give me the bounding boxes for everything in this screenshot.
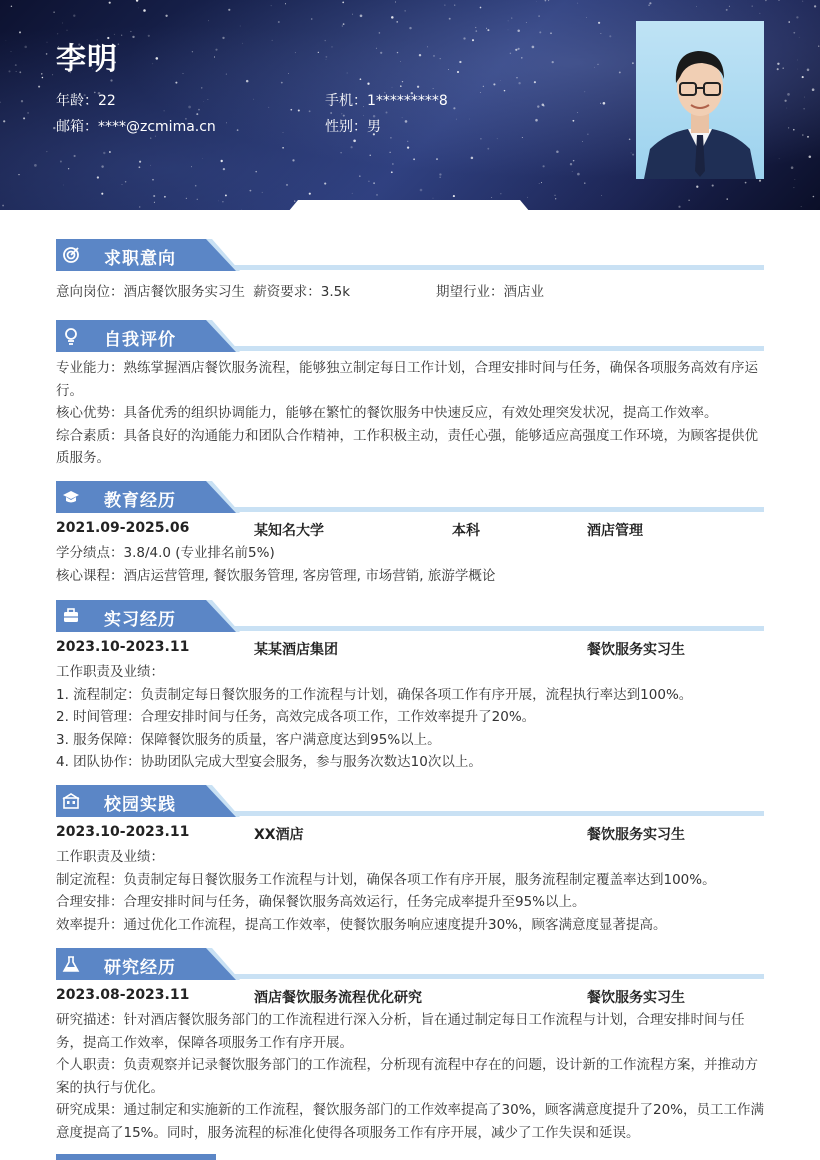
intent-industry: 期望行业：酒店业: [436, 284, 544, 300]
self-eval-line: 核心优势：具备优秀的组织协调能力，能够在繁忙的餐饮服务中快速反应，有效处理突发状况，提高工作效率。: [56, 405, 718, 421]
section-title: 自我评价: [104, 330, 176, 350]
age-field: 年龄：22: [56, 93, 116, 109]
section-title: 教育经历: [104, 491, 176, 511]
education-school: 某知名大学: [254, 523, 324, 539]
header-notch: [288, 200, 530, 212]
internship-line: 1. 流程制定：负责制定每日餐饮服务的工作流程与计划，确保各项工作有序开展，流程执行率达到100%。: [56, 686, 693, 703]
section-title: 研究经历: [104, 958, 176, 978]
self-eval-text: [56, 357, 764, 470]
education-line: 核心课程：酒店运营管理, 餐饮服务管理, 客房管理, 市场营销, 旅游学概论: [56, 567, 496, 584]
internship-line: 3. 服务保障：保障餐饮服务的质量，客户满意度达到95%以上。: [56, 731, 441, 748]
section-header-campus: [56, 785, 764, 817]
education-details: [56, 542, 764, 587]
internship-row: [56, 639, 764, 661]
campus-line: 工作职责及业绩：: [56, 849, 164, 865]
graduation-cap-icon: [62, 488, 80, 506]
campus-line: 制定流程：负责制定每日餐饮服务工作流程与计划，确保各项工作有序开展，服务流程制定覆盖率达到100%。: [56, 871, 716, 888]
education-row: [56, 520, 764, 542]
education-line: 学分绩点：3.8/4.0 (专业排名前5%): [56, 545, 275, 561]
self-eval-line: 专业能力：熟练掌握酒店餐饮服务流程，能够独立制定每日工作计划，合理安排时间与任务，确保各项服务高效有序运行。: [56, 360, 758, 399]
phone-field: 手机：1*********8: [325, 93, 448, 109]
section-header-research: [56, 948, 764, 980]
research-line: 研究成果：通过制定和实施新的工作流程，餐饮服务部门的工作效率提高了30%，顾客满意度提升了20%，员工工作满意度提高了15%。同时，服务流程的标准化使得各项服务工作有序开展，减少了工作失误和延误。: [56, 1102, 765, 1141]
research-line: 研究描述：针对酒店餐饮服务部门的工作流程进行深入分析，旨在通过制定每日工作流程与计划，合理安排时间与任务，提高工作效率，保障各项服务工作有序开展。: [56, 1012, 745, 1051]
section-title: 实习经历: [104, 610, 176, 630]
research-line: 个人职责：负责观察并记录餐饮服务部门的工作流程，分析现有流程中存在的问题，设计新的工作流程方案，并推动方案的执行与优化。: [56, 1057, 758, 1096]
lightbulb-icon: [62, 327, 80, 345]
internship-details: [56, 661, 764, 774]
internship-role: 餐饮服务实习生: [587, 642, 685, 658]
briefcase-icon: [62, 607, 80, 625]
intent-row: [56, 281, 764, 304]
research-org: 酒店餐饮服务流程优化研究: [254, 990, 422, 1006]
campus-role: 餐饮服务实习生: [587, 827, 685, 843]
education-degree: 本科: [452, 523, 480, 539]
next-section-header-edge: [56, 1154, 216, 1160]
campus-line: 效率提升：通过优化工作流程，提高工作效率，使餐饮服务响应速度提升30%，顾客满意度显著提高。: [56, 916, 667, 933]
section-header-intent: [56, 239, 764, 271]
education-date: 2021.09-2025.06: [56, 520, 190, 536]
email-field: 邮箱：****@zcmima.cn: [56, 119, 216, 135]
internship-line: 2. 时间管理：合理安排时间与任务，高效完成各项工作，工作效率提升了20%。: [56, 709, 536, 725]
campus-line: 合理安排：合理安排时间与任务，确保餐饮服务高效运行，任务完成率提升至95%以上。: [56, 894, 586, 910]
research-role: 餐饮服务实习生: [587, 990, 685, 1006]
gender-field: 性别：男: [325, 119, 381, 135]
flask-icon: [62, 955, 80, 973]
internship-line: 4. 团队协作：协助团队完成大型宴会服务，参与服务次数达10次以上。: [56, 754, 482, 770]
target-icon: [62, 246, 80, 264]
intent-salary: 薪资要求：3.5k: [253, 284, 351, 300]
intent-position: 意向岗位：酒店餐饮服务实习生: [56, 284, 245, 300]
education-major: 酒店管理: [587, 523, 643, 539]
profile-photo: [636, 21, 764, 179]
internship-org: 某某酒店集团: [254, 642, 338, 658]
self-eval-line: 综合素质：具备良好的沟通能力和团队合作精神，工作积极主动，责任心强，能够适应高强度工作环境，为顾客提供优质服务。: [56, 427, 758, 466]
research-row: [56, 987, 764, 1009]
section-title: 校园实践: [104, 795, 176, 815]
section-title: 求职意向: [104, 249, 176, 269]
campus-details: [56, 846, 764, 936]
candidate-name: 李明: [56, 42, 118, 77]
internship-line: 工作职责及业绩：: [56, 664, 164, 680]
research-date: 2023.08-2023.11: [56, 987, 190, 1003]
research-details: [56, 1009, 764, 1144]
internship-date: 2023.10-2023.11: [56, 639, 190, 655]
resume-header: [0, 0, 820, 210]
section-header-self-eval: [56, 320, 764, 352]
campus-org: XX酒店: [254, 827, 304, 843]
section-header-internship: [56, 600, 764, 632]
section-header-education: [56, 481, 764, 513]
campus-date: 2023.10-2023.11: [56, 824, 190, 840]
campus-row: [56, 824, 764, 846]
building-icon: [62, 792, 80, 810]
